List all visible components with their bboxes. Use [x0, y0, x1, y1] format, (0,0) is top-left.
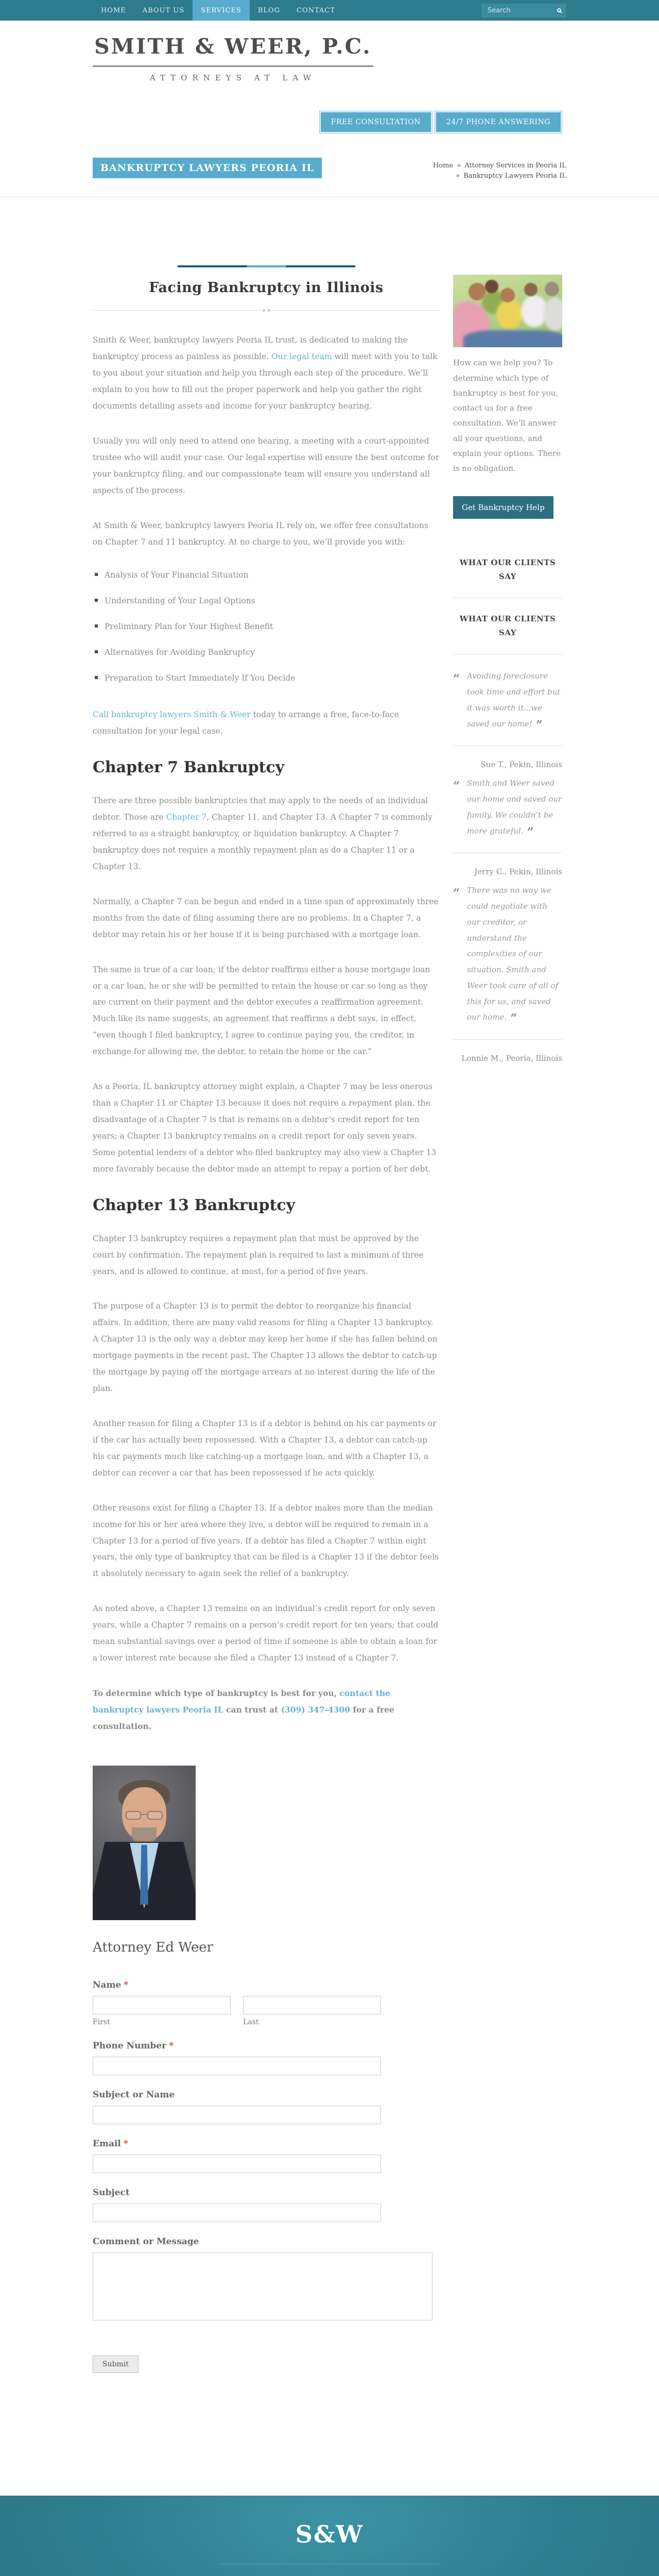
- sidebar-help-text: How can we help you? To determine which type of bankruptcy is best for you, contact us for a free consultation. We’ll answer all your questions, and explain your options. There is no obligation.: [453, 358, 561, 473]
- benefit-item: Preparation to Start Immediately If You Decide: [95, 672, 440, 685]
- search-box[interactable]: [481, 4, 566, 18]
- rule-dot: [263, 309, 265, 312]
- text-link[interactable]: contact the bankruptcy lawyers Peoria IL: [93, 1688, 391, 1715]
- page-title-row: [93, 156, 566, 197]
- heading-rule: [93, 309, 440, 312]
- first-name-input[interactable]: [93, 1996, 231, 2014]
- intro-paragraph-2: Usually you will only need to attend one hearing, a meeting with a court-appointed trustee who will audit your case. Our legal expertise will ensure the best outcome for your bankruptcy filing, and our compassionate team will ensure you understand all aspects of the process.: [93, 436, 440, 495]
- subject-field-block: [93, 2188, 381, 2222]
- required-asterisk: *: [123, 2138, 128, 2149]
- testimonial-author: Sue T., Pekin, Illinois: [480, 760, 562, 770]
- text-link[interactable]: Call bankruptcy lawyers Smith & Weer: [93, 710, 251, 720]
- subject-or-name-field-block: [93, 2090, 381, 2124]
- chapter13-paragraph-5: As noted above, a Chapter 13 remains on an individual’s credit report for only seven years, while a Chapter 7 remains on a person’s credit report for ten years; that could mean substantial savings over a period of time if someone is able to obtain a loan for a lower interest rate because she filed a Chapter 13 instead of a Chapter 7.: [93, 1604, 439, 1663]
- email-input[interactable]: [93, 2155, 381, 2173]
- benefit-item: Alternatives for Avoiding Bankruptcy: [95, 646, 440, 659]
- rule-dot: [268, 309, 270, 312]
- contact-cta-paragraph: To determine which type of bankruptcy is best for you, contact the bankruptcy lawyers Peoria IL can trust at (309) 347-4300 for a free consultation.: [93, 1688, 395, 1731]
- nav-item[interactable]: SERVICES: [193, 0, 250, 21]
- nav-item[interactable]: BLOG: [257, 6, 281, 14]
- comment-textarea[interactable]: [93, 2252, 432, 2320]
- phone-input[interactable]: [93, 2057, 381, 2075]
- chapter7-paragraph-1: There are three possible bankruptcies that may apply to the needs of an individual debtor. Those are Chapter 7, Chapter 11, and Chapter 13. A Chapter 7 is commonly referred to as a straight bankruptcy, or liquidation bankruptcy. A Chapter 7 bankruptcy does not require a monthly repayment plan as do a Chapter 11 or a Chapter 13.: [93, 796, 432, 871]
- email-field-block: [93, 2139, 381, 2173]
- text-link[interactable]: Our legal team: [271, 352, 332, 362]
- family-photo: [453, 275, 562, 347]
- subject-or-name-label: Subject or Name: [93, 2089, 175, 2100]
- page-title: BANKRUPTCY LAWYERS PEORIA IL: [93, 158, 322, 178]
- chapter13-paragraph-2: The purpose of a Chapter 13 is to permit the debtor to reorganize his financial affairs. In addition, there are many valid reasons for filing a Chapter 13 bankruptcy. A Chapter 13 is the only way a debtor may keep her home if she has fallen behind on mortgage payments in the recent past. The Chapter 13 allows the debtor to catch-up the mortgage by paying off the mortgage arrears at no interest during the life of the plan.: [93, 1301, 438, 1394]
- intro-cta-paragraph: Call bankruptcy lawyers Smith & Weer today to arrange a free, face-to-face consultation for your legal case.: [93, 710, 399, 736]
- footer-logo: S&W: [295, 2520, 364, 2548]
- nav-item[interactable]: HOME: [101, 6, 126, 14]
- text-link[interactable]: (309) 347-4300: [281, 1704, 351, 1715]
- benefit-item: Preliminary Plan for Your Highest Benefit: [95, 620, 440, 633]
- main-nav: [93, 0, 343, 21]
- chapter13-paragraph-1: Chapter 13 bankruptcy requires a repayment plan that must be approved by the court by confirmation. The repayment plan is required to last a minimum of three years, and is allowed to continue, at most, for a period of five years.: [93, 1233, 424, 1276]
- subject-or-name-input[interactable]: [93, 2106, 381, 2124]
- breadcrumb: [433, 158, 566, 181]
- testimonial: [453, 775, 562, 876]
- free-consultation-button[interactable]: FREE CONSULTATION: [319, 111, 432, 133]
- clients-say-heading: WHAT OUR CLIENTS SAY: [459, 558, 556, 582]
- close-quote-icon: [532, 719, 543, 728]
- chapter7-paragraph-2: Normally, a Chapter 7 can be begun and ended in a time span of approximately three months from the date of filing assuming there are no problems. In a Chapter 7, a debtor may retain his or her house if it is being purchased with a mortgage loan.: [93, 896, 439, 939]
- comment-label: Comment or Message: [93, 2236, 199, 2247]
- benefit-item: Understanding of Your Legal Options: [95, 595, 440, 607]
- breadcrumb-services-link[interactable]: Attorney Services in Peoria IL: [464, 162, 566, 170]
- email-label: Email *: [93, 2138, 128, 2149]
- last-name-input[interactable]: [243, 1996, 381, 2014]
- search-input[interactable]: [487, 6, 546, 15]
- logo-title: SMITH & WEER, P.C.: [93, 34, 373, 67]
- heading-accent-bar: [178, 265, 355, 267]
- chapter7-paragraph-3: The same is true of a car loan; if the debtor reaffirms either a house mortgage loan or a car loan, he or she will be permitted to retain the house or car so long as they are current on their payment and the debtor executes a reaffirmation agreement. Much like its name suggests, an agreement that reaffirms a debt says, in effect, “even though I filed bankruptcy, I agree to continue paying you, the creditor, in exchange for allowing me, the debtor, to retain the home or the car.”: [93, 964, 430, 1057]
- breadcrumb-current-link[interactable]: Bankruptcy Lawyers Peoria IL: [463, 172, 566, 180]
- main-heading-block: [93, 265, 440, 312]
- testimonial-author: Jerry C., Pekin, Illinois: [474, 867, 562, 877]
- text-link[interactable]: Chapter 7: [166, 812, 207, 822]
- phone-answering-button[interactable]: 24/7 PHONE ANSWERING: [435, 111, 562, 133]
- attorney-photo: [93, 1766, 196, 1920]
- testimonial-author: Lonnie M., Peoria, Illinois: [461, 1054, 562, 1063]
- sidebar: [453, 265, 562, 2434]
- testimonial-quote: Smith and Weer saved our home and saved our family. We couldn’t be more grateful. ”: [453, 775, 562, 839]
- top-nav-bar: [0, 0, 659, 21]
- subject-label: Subject: [93, 2187, 130, 2198]
- comment-field-block: [93, 2236, 432, 2323]
- subject-input[interactable]: [93, 2204, 381, 2222]
- chapter7-paragraph-4: As a Peoria, IL bankruptcy attorney might explain, a Chapter 7 may be less onerous than a Chapter 11 or Chapter 13 because it does not require a repayment plan, the disadvantage of a Chapter 7 is that is remains on a debtor’s credit report for ten years; a Chapter 13 bankruptcy remains on a credit report for only seven years. Some potential lenders of a debtor who filed bankruptcy may also view a Chapter 13 more favorably because the debtor made an attempt to repay a portion of her debt.: [93, 1082, 437, 1174]
- search-icon[interactable]: [557, 8, 561, 12]
- site-logo: [93, 34, 373, 82]
- last-name-sublabel: Last: [243, 2018, 259, 2026]
- attorney-name: Attorney Ed Weer: [93, 1939, 214, 1955]
- close-quote-icon: [507, 1012, 517, 1022]
- testimonials-list: [453, 668, 562, 1063]
- testimonial-quote: Avoiding foreclosure took time and effort but it was worth it...we saved our home! ”: [453, 668, 562, 732]
- testimonial: [453, 668, 562, 769]
- chapter7-heading: Chapter 7 Bankruptcy: [93, 758, 285, 777]
- site-footer: [0, 2496, 659, 2576]
- intro-paragraph-3: At Smith & Weer, bankruptcy lawyers Peoria IL rely on, we offer free consultations on Chapter 7 and 11 bankruptcy. At no charge to you, we’ll provide you with:: [93, 520, 428, 547]
- benefits-list: [93, 569, 440, 684]
- sidebar-divider: [453, 1039, 562, 1040]
- clients-say-heading: WHAT OUR CLIENTS SAY: [459, 614, 556, 638]
- nav-item[interactable]: CONTACT: [297, 6, 336, 14]
- breadcrumb-separator: »: [456, 172, 460, 180]
- intro-paragraph-1: Smith & Weer, bankruptcy lawyers Peoria IL trust, is dedicated to making the bankruptcy process as painless as possible. Our legal team will meet with you to talk to you about your situation and help you through each step of the procedure. We’ll explain to you how to fill out the proper paperwork and help you gather the right documents detailing assets and income for your bankruptcy hearing.: [93, 335, 438, 411]
- testimonial: [453, 883, 562, 1063]
- phone-label: Phone Number *: [93, 2040, 174, 2051]
- breadcrumb-home-link[interactable]: Home: [432, 162, 454, 170]
- name-field-block: [93, 1980, 381, 2026]
- benefit-item: Analysis of Your Financial Situation: [95, 569, 440, 582]
- get-bankruptcy-help-button[interactable]: Get Bankruptcy Help: [453, 496, 553, 519]
- contact-form: [93, 1980, 440, 2373]
- first-name-sublabel: First: [93, 2018, 110, 2026]
- site-header: [93, 21, 566, 156]
- close-quote-icon: [523, 826, 533, 836]
- main-heading: Facing Bankruptcy in Illinois: [149, 280, 384, 296]
- required-asterisk: *: [169, 2040, 174, 2051]
- logo-subtitle: ATTORNEYS AT LAW: [149, 73, 317, 82]
- phone-field-block: [93, 2041, 381, 2075]
- required-asterisk: *: [124, 1979, 129, 1990]
- chapter13-heading: Chapter 13 Bankruptcy: [93, 1196, 296, 1214]
- testimonial-quote: There was no way we could negotiate with our creditor, or understand the complexities of our situation. Smith and Weer took care of all of this for us, and saved our home. ”: [453, 883, 562, 1025]
- chapter13-paragraph-3: Another reason for filing a Chapter 13 is if a debtor is behind on his car payments or if the car has actually been repossessed. With a Chapter 13, a debtor can catch-up his car payments much like catching-up a mortgage loan, and with a Chapter 13, a debtor can recover a car that has been repossessed if he acts quickly.: [93, 1418, 437, 1478]
- nav-item[interactable]: ABOUT US: [142, 6, 185, 14]
- submit-button[interactable]: Submit: [93, 2355, 138, 2373]
- sidebar-divider: [453, 745, 562, 746]
- name-label: Name *: [93, 1979, 129, 1990]
- chapter13-paragraph-4: Other reasons exist for filing a Chapter 13. If a debtor makes more than the median income for his or her area where they live, a debtor will be required to remain in a Chapter 13 for a period of five years. If a debtor has filed a Chapter 7 within eight years, the only type of bankruptcy that can be filed is a Chapter 13 if the debtor feels it absolutely necessary to again seek the relief of a bankruptcy.: [93, 1503, 439, 1579]
- breadcrumb-separator: »: [457, 162, 461, 170]
- main-content: [93, 265, 440, 2434]
